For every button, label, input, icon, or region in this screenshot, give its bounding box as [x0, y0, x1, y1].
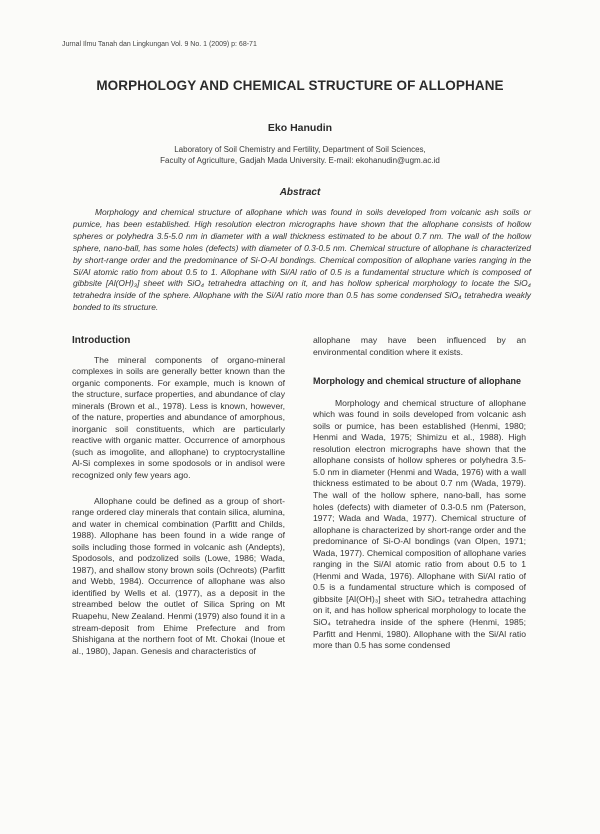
author-name: Eko Hanudin: [267, 122, 333, 134]
intro-paragraph-2: Allophane could be defined as a group of short-range ordered clay minerals that contain silica, alumina, and water in chemical combination (Parfitt and Childs, 1988). Allophane has been found in a wide range of soils including those formed in volcanic ash (Andepts), Spodosols, and podzolized soils (Lowe, 1986; Wada, 1987), and shallow stony brown soils (Ochreots) (Parfitt and Webb, 1984). Occurrence of allophane was also identified by Wells et al. (1977), as a deposit in the streambed below the outlet of Silica Spring on Mt Ruapehu, New Zealand. Henmi (1979) also found it in a stream-deposit from Ehime Prefecture and from Shishigana at the northern foot of Mt. Chokai (Inoue et al., 1980), Japan. Genesis and characteristics of: [72, 495, 285, 656]
affiliation: [0, 144, 600, 166]
journal-header: Jurnal Ilmu Tanah dan Lingkungan Vol. 9 No. 1 (2009) p: 68-71: [62, 41, 257, 48]
morphology-paragraph: Morphology and chemical structure of allophane which was found in soils developed from volcanic ash soils or pumice, has been established (Henmi, 1980; Henmi and Wada, 1975; Shimizu et al., 1988). High resolution electron micrographs have shown that the allophane consists of hollow spheres or polyhedra 3.5-5.0 nm in diameter (Henmi and Wada, 1976) with a wall thickness estimated to be about 0.7 nm (Wada, 1979). The wall of the hollow sphere, nano-ball, has some holes (defects) with diameter of 0.3-0.5 nm (Paterson, 1977; Wada and Wada, 1977). Chemical structure of allophane is characterized by short-range order and the predominance of Si-O-Al bondings (van Olpen, 1971; Wada, 1977). Chemical composition of allophane varies ranging in the Si/Al atomic ratio from about 0.5 to 1 (Henmi and Wada, 1976). Allophane with Si/Al ratio of 0.5 is a fundamental structure which is composed of gibbsite [Al(OH)₃] sheet with SiO₄ tetrahedra attaching on it, and has hollow spherical morphology to locate the SiO₄ tetrahedra inside of the sphere (Henmi, 1985; Parfitt and Henmi, 1980). Allophane with the Si/Al ratio more than 0.5 has some condensed: [313, 397, 526, 651]
left-column: [72, 335, 285, 657]
introduction-heading: Introduction: [72, 335, 131, 346]
paragraph-gap: [72, 482, 285, 496]
paper-title: MORPHOLOGY AND CHEMICAL STRUCTURE OF ALLOPHANE: [96, 78, 504, 93]
right-paragraph-continued: allophane may have been influenced by an environmental condition where it exists.: [313, 335, 526, 357]
abstract-heading: Abstract: [279, 187, 321, 198]
abstract-text: Morphology and chemical structure of allophane which was found in soils developed from volcanic ash soils or pumice, has been established. High resolution electron micrographs have shown that the allophane consists of hollow spheres or polyhedra 3.5-5.0 nm in diameter with a wall thickness estimated to be about 0.7 nm. The wall of the hollow sphere, nano-ball, has some holes (defects) with diameter of 0.3-0.5 nm. Chemical structure of allophane is characterized by short-range order and the predominance of Si-O-Al bondings. Chemical composition of allophane varies ranging in the Si/Al atomic ratio from about 0.5 to 1. Allophane with Si/Al ratio of 0.5 is a fundamental structure which is composed of gibbsite [Al(OH)₃] sheet with SiO₄ tetrahedra attaching on it, and has hollow spherical morphology to locate the SiO₄ tetrahedra inside of the sphere. Allophane with the Si/Al ratio more than 0.5 has some condensed SiO₄ tetrahedra weakly bonded to its structure.: [73, 207, 531, 313]
intro-paragraph-1: The mineral components of organo-mineral complexes in soils are generally better known than the organic components. For example, much is known of the structure, surface properties, and abundance of clay minerals (Brown et al., 1978). Less is known, however, of the nature, properties and abundance of amorphous, inorganic soil constituents, which are particularly reactive with organic matter. Occurrence of amorphous (such as imogolite, and allophane) to cryptocrystalline Al-Si complexes in some spodosols or in andisol were recognized only few years ago.: [72, 354, 285, 481]
right-column: [313, 335, 526, 652]
affiliation-line-1: Laboratory of Soil Chemistry and Fertility, Department of Soil Sciences,: [174, 145, 426, 154]
morphology-heading: Morphology and chemical structure of allophane: [313, 376, 522, 387]
section-gap: [313, 358, 526, 376]
affiliation-line-2: Faculty of Agriculture, Gadjah Mada University. E-mail: ekohanudin@ugm.ac.id: [160, 156, 440, 165]
